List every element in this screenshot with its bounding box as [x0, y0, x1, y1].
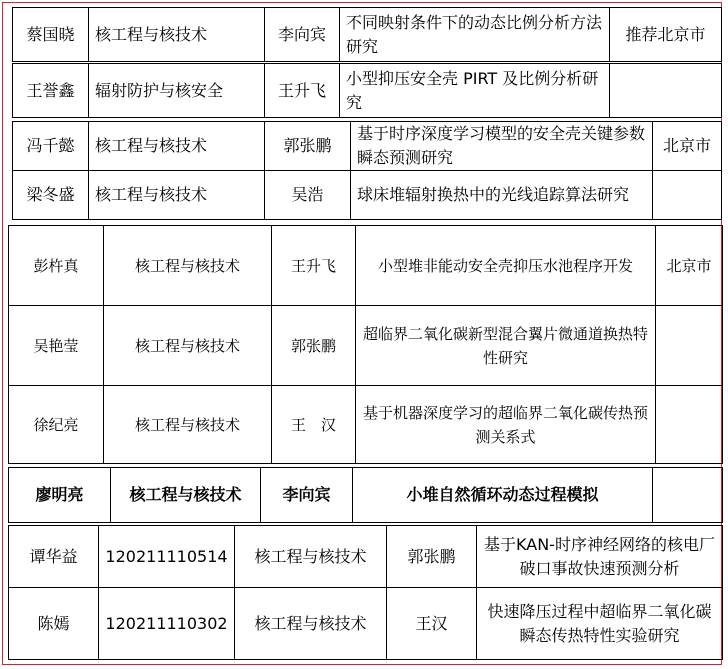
advisor: 王 汉 — [272, 386, 356, 464]
table-row — [9, 588, 723, 660]
advisor: 郭张鹏 — [272, 306, 356, 386]
project-title: 快速降压过程中超临界二氧化碳瞬态传热特性实验研究 — [477, 588, 723, 660]
region — [656, 386, 723, 464]
advisor: 李向宾 — [261, 468, 353, 523]
region — [653, 468, 723, 523]
major: 辐射防护与核安全 — [89, 64, 265, 118]
student-name: 谭华益 — [9, 526, 99, 588]
student-name: 梁冬盛 — [13, 171, 89, 220]
project-title: 小型堆非能动安全壳抑压水池程序开发 — [356, 226, 656, 306]
region — [653, 171, 722, 220]
project-title: 基于机器深度学习的超临界二氧化碳传热预测关系式 — [356, 386, 656, 464]
major: 核工程与核技术 — [235, 526, 387, 588]
student-name: 廖明亮 — [9, 468, 111, 523]
advisor: 李向宾 — [265, 8, 340, 62]
student-name: 徐纪亮 — [9, 386, 104, 464]
table-row — [13, 8, 722, 62]
advisor: 郭张鹏 — [387, 526, 477, 588]
table-row — [13, 171, 722, 220]
major: 核工程与核技术 — [89, 171, 265, 220]
student-name: 陈嫣 — [9, 588, 99, 660]
student-name: 彭杵真 — [9, 226, 104, 306]
project-table-1 — [12, 7, 722, 62]
student-id: 120211110514 — [99, 526, 235, 588]
major: 核工程与核技术 — [89, 8, 265, 62]
region — [656, 306, 723, 386]
project-title: 基于KAN-时序神经网络的核电厂破口事故快速预测分析 — [477, 526, 723, 588]
table-row — [9, 468, 723, 523]
project-title: 球床堆辐射换热中的光线追踪算法研究 — [351, 171, 653, 220]
advisor: 吴浩 — [265, 171, 351, 220]
major: 核工程与核技术 — [104, 386, 272, 464]
project-title: 小堆自然循环动态过程模拟 — [353, 468, 653, 523]
region: 北京市 — [653, 122, 722, 171]
table-row — [9, 526, 723, 588]
project-table-5 — [8, 525, 723, 660]
project-title: 基于时序深度学习模型的安全壳关键参数瞬态预测研究 — [351, 122, 653, 171]
project-title: 小型抑压安全壳 PIRT 及比例分析研究 — [340, 64, 610, 118]
project-title: 不同映射条件下的动态比例分析方法研究 — [340, 8, 610, 62]
student-name: 吴艳莹 — [9, 306, 104, 386]
project-title: 超临界二氧化碳新型混合翼片微通道换热特性研究 — [356, 306, 656, 386]
student-name: 王誉鑫 — [13, 64, 89, 118]
table-row — [13, 64, 722, 118]
major: 核工程与核技术 — [104, 306, 272, 386]
major: 核工程与核技术 — [89, 122, 265, 171]
table-row — [9, 306, 723, 386]
region: 北京市 — [656, 226, 723, 306]
advisor: 郭张鹏 — [265, 122, 351, 171]
project-table-2 — [12, 121, 722, 220]
advisor: 王升飞 — [265, 64, 340, 118]
project-table-3 — [8, 225, 723, 464]
student-id: 120211110302 — [99, 588, 235, 660]
advisor: 王汉 — [387, 588, 477, 660]
major: 核工程与核技术 — [104, 226, 272, 306]
student-name: 冯千懿 — [13, 122, 89, 171]
region — [610, 64, 722, 118]
major: 核工程与核技术 — [235, 588, 387, 660]
advisor: 王升飞 — [272, 226, 356, 306]
region: 推荐北京市 — [610, 8, 722, 62]
table-row — [13, 122, 722, 171]
project-table-1b — [12, 63, 722, 118]
major: 核工程与核技术 — [111, 468, 261, 523]
table-row — [9, 386, 723, 464]
student-name: 蔡国晓 — [13, 8, 89, 62]
project-table-4 — [8, 467, 723, 523]
table-row — [9, 226, 723, 306]
